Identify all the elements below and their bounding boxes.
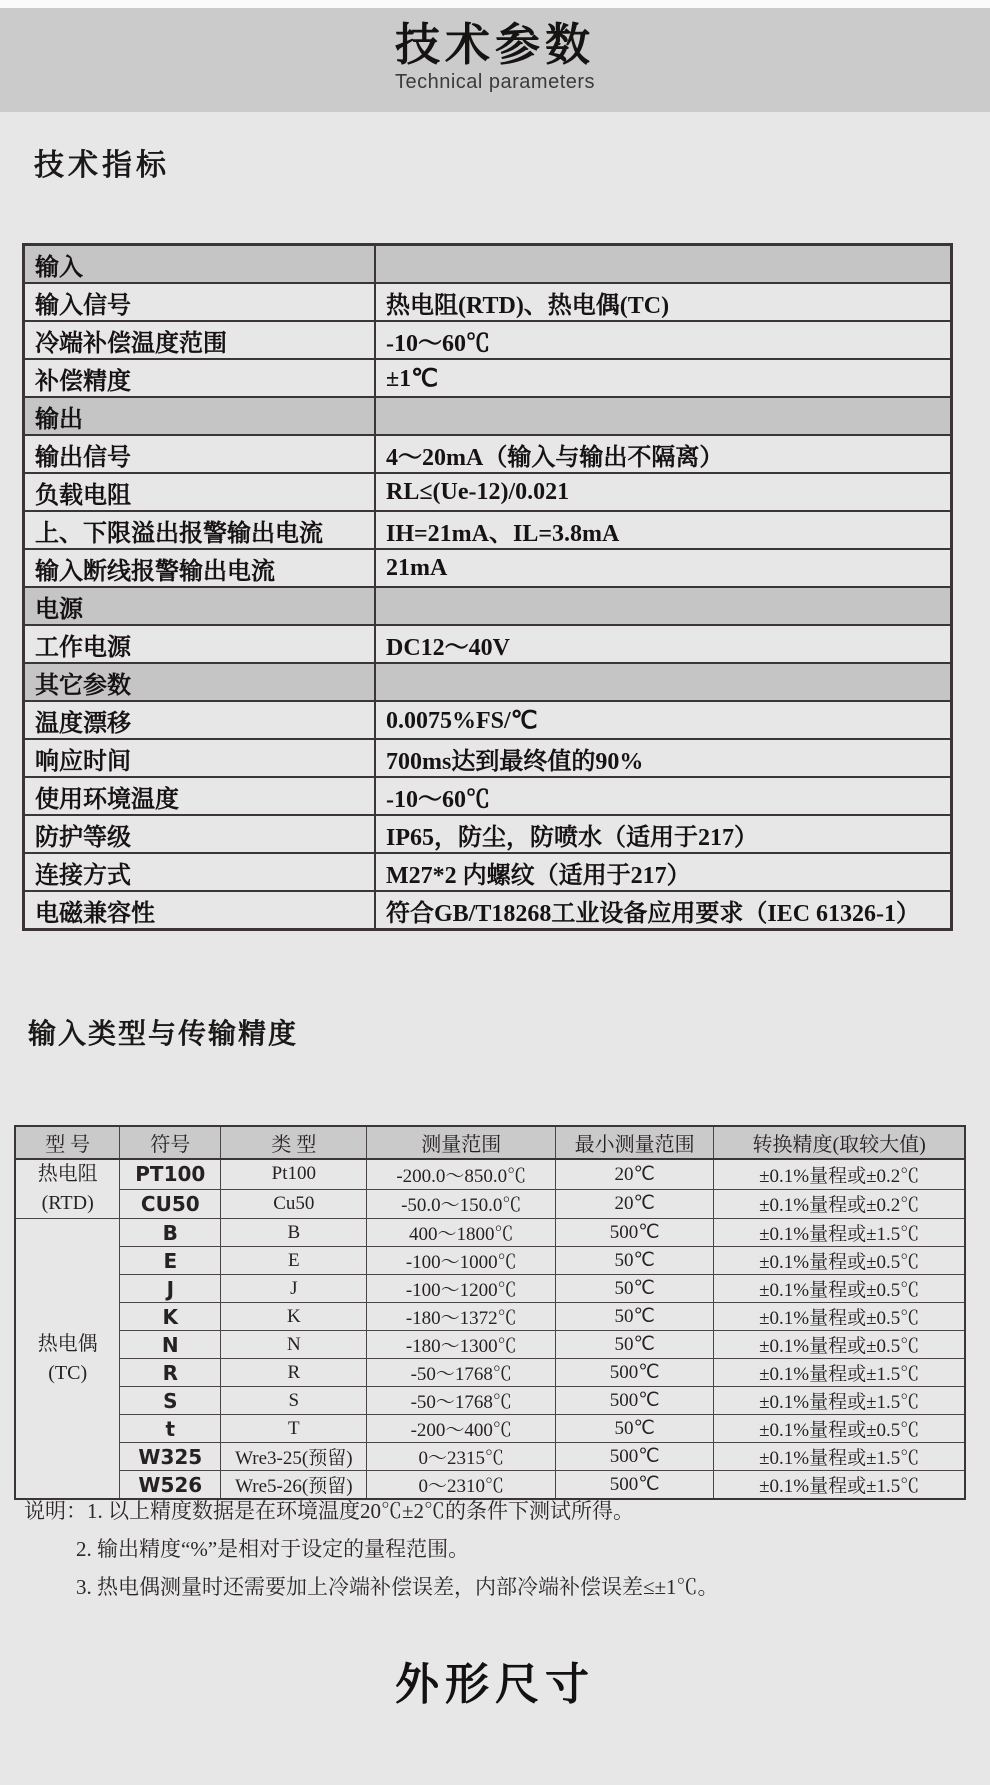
range-cell: 0～2310℃ <box>367 1471 556 1500</box>
accuracy-cell: ±0.1%量程或±1.5℃ <box>714 1359 965 1387</box>
spec-value <box>375 587 952 625</box>
accuracy-cell: ±0.1%量程或±0.5℃ <box>714 1303 965 1331</box>
banner-title: 技术参数 <box>394 19 595 70</box>
accuracy-row <box>15 1159 965 1189</box>
spec-value: IH=21mA、IL=3.8mA <box>375 511 952 549</box>
spec-row <box>24 739 952 777</box>
range-cell: -100～1000℃ <box>367 1247 556 1275</box>
symbol-cell: S <box>120 1387 221 1415</box>
symbol-cell: PT100 <box>120 1159 221 1189</box>
symbol-cell: W325 <box>120 1443 221 1471</box>
accuracy-header-cell: 最小测量范围 <box>556 1126 714 1159</box>
spec-label: 补偿精度 <box>24 359 376 397</box>
accuracy-row <box>15 1443 965 1471</box>
model-line: (TC) <box>48 1361 88 1384</box>
spec-section-row <box>24 587 952 625</box>
accuracy-cell: ±0.1%量程或±0.5℃ <box>714 1415 965 1443</box>
spec-label: 其它参数 <box>24 663 376 701</box>
range-cell: -200～400℃ <box>367 1415 556 1443</box>
accuracy-cell: ±0.1%量程或±0.2℃ <box>714 1159 965 1189</box>
spec-label: 输入断线报警输出电流 <box>24 549 376 587</box>
symbol-cell: J <box>120 1275 221 1303</box>
type-cell: N <box>221 1331 367 1359</box>
spec-table <box>22 243 953 931</box>
range-cell: -180～1300℃ <box>367 1331 556 1359</box>
spec-value: 700ms达到最终值的90% <box>375 739 952 777</box>
spec-label: 响应时间 <box>24 739 376 777</box>
type-cell: Wre3-25(预留) <box>221 1443 367 1471</box>
spec-row <box>24 321 952 359</box>
symbol-cell: B <box>120 1219 221 1247</box>
type-cell: B <box>221 1219 367 1247</box>
spec-row <box>24 891 952 930</box>
model-line: 热电阻 <box>37 1163 98 1185</box>
accuracy-row <box>15 1331 965 1359</box>
type-cell: J <box>221 1275 367 1303</box>
accuracy-cell: ±0.1%量程或±0.5℃ <box>714 1275 965 1303</box>
min-range-cell: 500℃ <box>556 1471 714 1500</box>
symbol-cell: CU50 <box>120 1189 221 1219</box>
min-range-cell: 50℃ <box>556 1247 714 1275</box>
min-range-cell: 500℃ <box>556 1443 714 1471</box>
spec-value: 4～20mA（输入与输出不隔离） <box>375 435 952 473</box>
spec-label: 使用环境温度 <box>24 777 376 815</box>
spec-row <box>24 815 952 853</box>
accuracy-header-row <box>15 1126 965 1159</box>
spec-row <box>24 359 952 397</box>
symbol-cell: W526 <box>120 1471 221 1500</box>
page-banner <box>0 8 990 112</box>
range-cell: -180～1372℃ <box>367 1303 556 1331</box>
spec-label: 电源 <box>24 587 376 625</box>
type-cell: Cu50 <box>221 1189 367 1219</box>
accuracy-row <box>15 1275 965 1303</box>
accuracy-row <box>15 1387 965 1415</box>
accuracy-row <box>15 1247 965 1275</box>
spec-value: 0.0075%FS/℃ <box>375 701 952 739</box>
accuracy-table <box>14 1125 966 1500</box>
spec-section-row <box>24 245 952 284</box>
spec-label: 电磁兼容性 <box>24 891 376 930</box>
min-range-cell: 500℃ <box>556 1219 714 1247</box>
min-range-cell: 50℃ <box>556 1303 714 1331</box>
spec-label: 连接方式 <box>24 853 376 891</box>
spec-value: DC12～40V <box>375 625 952 663</box>
accuracy-row <box>15 1415 965 1443</box>
section-heading-dimensions: 外形尺寸 <box>395 1660 595 1709</box>
symbol-cell: E <box>120 1247 221 1275</box>
section-heading-input-types: 输入类型与传输精度 <box>28 1018 299 1049</box>
spec-label: 防护等级 <box>24 815 376 853</box>
spec-label: 输出信号 <box>24 435 376 473</box>
min-range-cell: 20℃ <box>556 1189 714 1219</box>
accuracy-row <box>15 1219 965 1247</box>
accuracy-row <box>15 1303 965 1331</box>
symbol-cell: t <box>120 1415 221 1443</box>
accuracy-cell: ±0.1%量程或±1.5℃ <box>714 1387 965 1415</box>
symbol-cell: R <box>120 1359 221 1387</box>
range-cell: -100～1200℃ <box>367 1275 556 1303</box>
note-line: 说明：1. 以上精度数据是在环境温度20℃±2℃的条件下测试所得。 <box>24 1499 635 1523</box>
accuracy-table-body <box>15 1159 965 1499</box>
spec-row <box>24 853 952 891</box>
range-cell: 0～2315℃ <box>367 1443 556 1471</box>
spec-table-body <box>24 245 952 930</box>
spec-label: 输入 <box>24 245 376 284</box>
accuracy-cell: ±0.1%量程或±1.5℃ <box>714 1443 965 1471</box>
symbol-cell: K <box>120 1303 221 1331</box>
spec-row <box>24 473 952 511</box>
accuracy-header-cell: 转换精度(取较大值) <box>714 1126 965 1159</box>
notes <box>24 1492 719 1606</box>
range-cell: -50～1768℃ <box>367 1387 556 1415</box>
spec-row <box>24 549 952 587</box>
spec-row <box>24 435 952 473</box>
spec-section-row <box>24 397 952 435</box>
model-line: 热电偶 <box>37 1332 98 1355</box>
accuracy-cell: ±0.1%量程或±0.5℃ <box>714 1331 965 1359</box>
accuracy-cell: ±0.1%量程或±1.5℃ <box>714 1219 965 1247</box>
spec-value <box>375 397 952 435</box>
spec-value <box>375 245 952 284</box>
type-cell: E <box>221 1247 367 1275</box>
range-cell: -50～1768℃ <box>367 1359 556 1387</box>
min-range-cell: 500℃ <box>556 1359 714 1387</box>
accuracy-header-cell: 型 号 <box>15 1126 120 1159</box>
spec-value: M27*2 内螺纹（适用于217） <box>375 853 952 891</box>
accuracy-header-cell: 符号 <box>120 1126 221 1159</box>
spec-label: 输入信号 <box>24 283 376 321</box>
spec-section-row <box>24 663 952 701</box>
spec-value: 符合GB/T18268工业设备应用要求（IEC 61326-1） <box>375 891 952 930</box>
note-line: 3. 热电偶测量时还需要加上冷端补偿误差，内部冷端补偿误差≤±1℃。 <box>76 1575 719 1599</box>
type-cell: Wre5-26(预留) <box>221 1471 367 1500</box>
spec-value: 热电阻(RTD)、热电偶(TC) <box>375 283 952 321</box>
spec-row <box>24 511 952 549</box>
spec-label: 上、下限溢出报警输出电流 <box>24 511 376 549</box>
spec-row <box>24 625 952 663</box>
spec-value: ±1℃ <box>375 359 952 397</box>
spec-label: 输出 <box>24 397 376 435</box>
spec-row <box>24 283 952 321</box>
type-cell: S <box>221 1387 367 1415</box>
accuracy-row <box>15 1359 965 1387</box>
type-cell: R <box>221 1359 367 1387</box>
min-range-cell: 50℃ <box>556 1415 714 1443</box>
spec-label: 温度漂移 <box>24 701 376 739</box>
accuracy-header-cell: 类 型 <box>221 1126 367 1159</box>
spec-row <box>24 777 952 815</box>
accuracy-row <box>15 1189 965 1219</box>
accuracy-cell: ±0.1%量程或±0.2℃ <box>714 1189 965 1219</box>
min-range-cell: 50℃ <box>556 1275 714 1303</box>
type-cell: T <box>221 1415 367 1443</box>
range-cell: 400～1800℃ <box>367 1219 556 1247</box>
model-line: (RTD) <box>41 1192 94 1214</box>
min-range-cell: 20℃ <box>556 1159 714 1189</box>
section-heading-indicators: 技术指标 <box>34 149 170 182</box>
accuracy-cell: ±0.1%量程或±1.5℃ <box>714 1471 965 1500</box>
symbol-cell: N <box>120 1331 221 1359</box>
top-white-strip <box>0 0 990 8</box>
min-range-cell: 50℃ <box>556 1331 714 1359</box>
range-cell: -50.0～150.0℃ <box>367 1189 556 1219</box>
accuracy-cell: ±0.1%量程或±0.5℃ <box>714 1247 965 1275</box>
spec-value <box>375 663 952 701</box>
spec-label: 负载电阻 <box>24 473 376 511</box>
note-line: 2. 输出精度“%”是相对于设定的量程范围。 <box>76 1537 470 1561</box>
accuracy-header-cell: 测量范围 <box>367 1126 556 1159</box>
spec-value: IP65，防尘，防喷水（适用于217） <box>375 815 952 853</box>
model-cell <box>15 1159 120 1219</box>
spec-label: 冷端补偿温度范围 <box>24 321 376 359</box>
spec-value: 21mA <box>375 549 952 587</box>
range-cell: -200.0～850.0℃ <box>367 1159 556 1189</box>
spec-value: -10～60℃ <box>375 777 952 815</box>
model-cell <box>15 1219 120 1500</box>
min-range-cell: 500℃ <box>556 1387 714 1415</box>
spec-label: 工作电源 <box>24 625 376 663</box>
spec-value: -10～60℃ <box>375 321 952 359</box>
type-cell: Pt100 <box>221 1159 367 1189</box>
spec-row <box>24 701 952 739</box>
spec-value: RL≤(Ue-12)/0.021 <box>375 473 952 511</box>
type-cell: K <box>221 1303 367 1331</box>
banner-subtitle: Technical parameters <box>394 70 596 93</box>
